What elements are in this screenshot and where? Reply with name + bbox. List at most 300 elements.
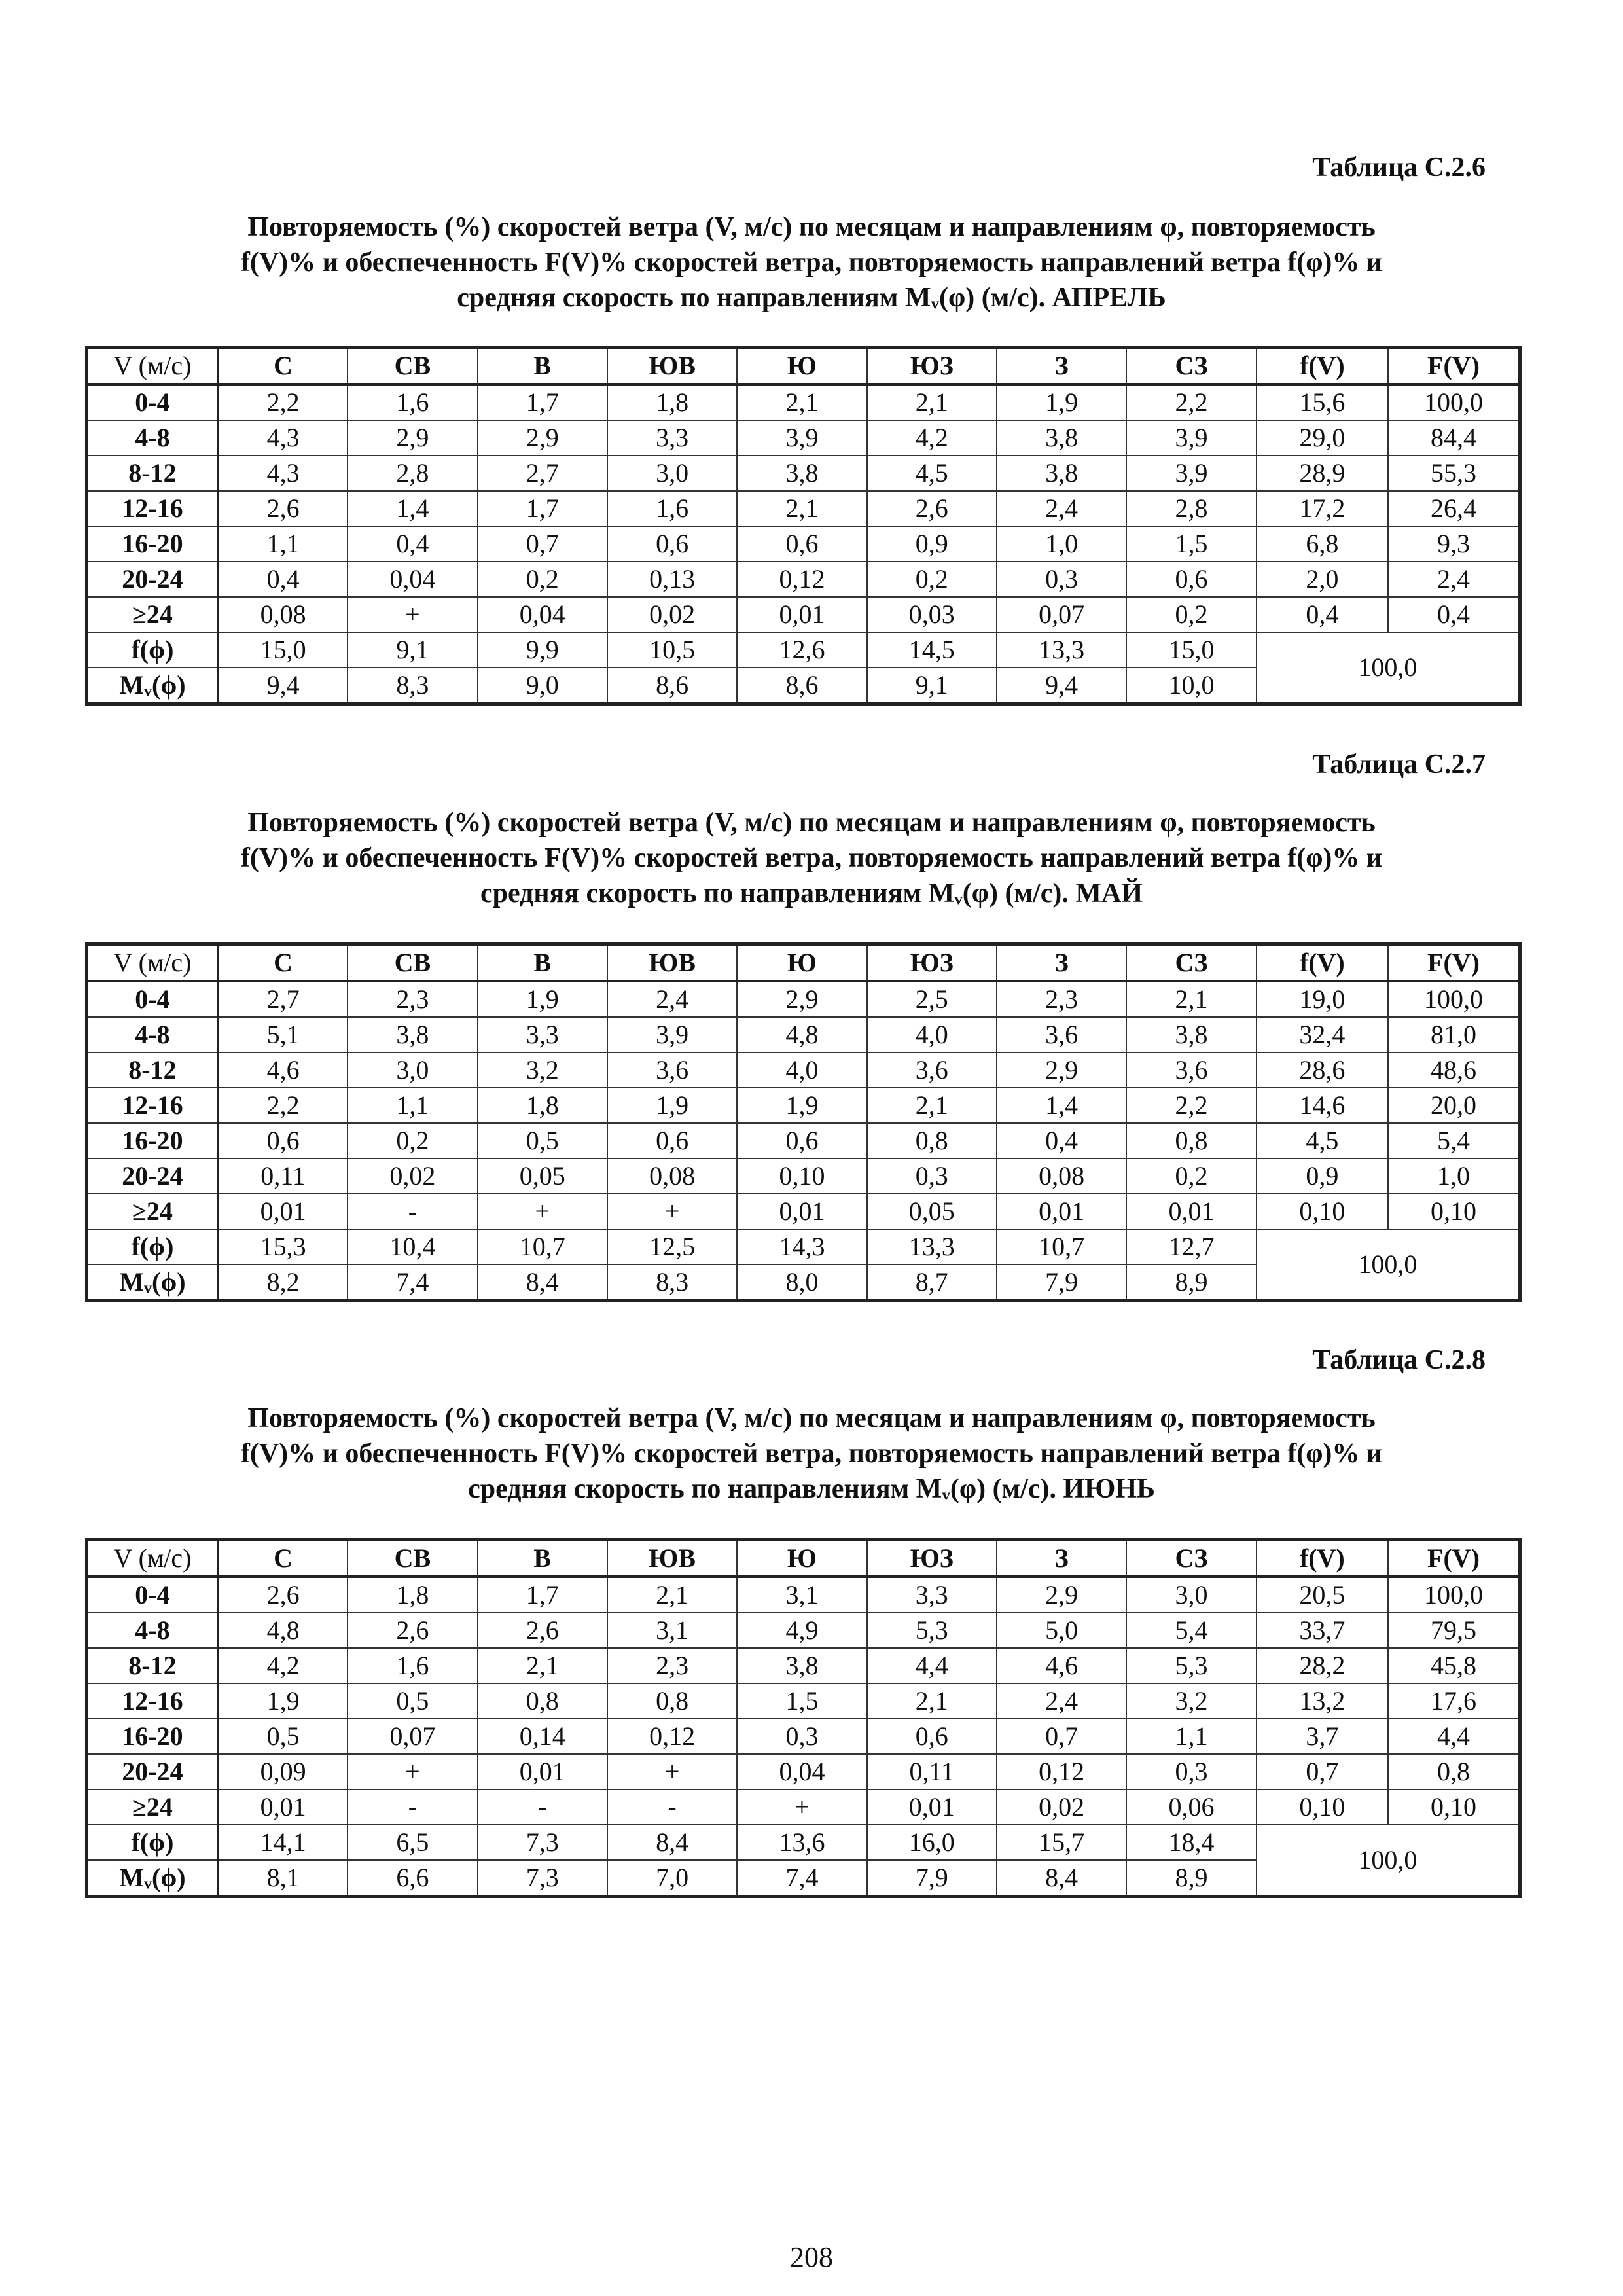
data-cell: 0,03 bbox=[867, 597, 997, 632]
data-cell: 0,4 bbox=[1388, 597, 1520, 632]
data-cell: 2,2 bbox=[218, 1088, 348, 1123]
data-cell: 0,12 bbox=[607, 1719, 737, 1754]
row-label: 16-20 bbox=[87, 526, 218, 562]
table-row bbox=[87, 420, 1520, 456]
data-cell: 0,01 bbox=[737, 1194, 866, 1229]
row-label: 4-8 bbox=[87, 420, 218, 456]
data-cell: 1,9 bbox=[737, 1088, 866, 1123]
header-row bbox=[87, 944, 1520, 982]
data-cell: 2,1 bbox=[867, 1088, 997, 1123]
data-cell: 7,3 bbox=[478, 1860, 607, 1897]
data-cell: 0,04 bbox=[478, 597, 607, 632]
header-cell: Ю bbox=[737, 1540, 866, 1577]
row-label: 16-20 bbox=[87, 1123, 218, 1158]
data-cell: 0,6 bbox=[218, 1123, 348, 1158]
data-cell: 18,4 bbox=[1126, 1825, 1256, 1860]
data-cell: 8,6 bbox=[607, 668, 737, 704]
data-cell: 2,2 bbox=[218, 384, 348, 420]
data-cell: 4,6 bbox=[218, 1052, 348, 1088]
row-label: 4-8 bbox=[87, 1017, 218, 1052]
data-cell: 8,0 bbox=[737, 1265, 866, 1301]
data-cell: 1,9 bbox=[218, 1683, 348, 1719]
header-cell: В bbox=[478, 348, 607, 385]
data-cell: 20,5 bbox=[1257, 1577, 1388, 1613]
data-cell: 15,0 bbox=[1126, 632, 1256, 668]
data-cell: 4,2 bbox=[218, 1648, 348, 1683]
data-cell: 2,9 bbox=[737, 981, 866, 1017]
data-cell: 4,6 bbox=[997, 1648, 1126, 1683]
data-cell: 0,8 bbox=[867, 1123, 997, 1158]
data-cell: 2,8 bbox=[1126, 491, 1256, 526]
data-cell: 4,5 bbox=[1257, 1123, 1388, 1158]
data-cell: 1,6 bbox=[607, 491, 737, 526]
header-cell: ЮЗ bbox=[867, 944, 997, 982]
data-cell: 2,6 bbox=[478, 1613, 607, 1648]
data-cell: 84,4 bbox=[1388, 420, 1520, 456]
data-cell: 28,9 bbox=[1257, 456, 1388, 491]
data-cell: 9,0 bbox=[478, 668, 607, 704]
row-label: 16-20 bbox=[87, 1719, 218, 1754]
data-cell: 100,0 bbox=[1388, 981, 1520, 1017]
data-cell: 2,8 bbox=[348, 456, 477, 491]
data-cell: 0,01 bbox=[478, 1754, 607, 1789]
header-cell: СЗ bbox=[1126, 944, 1256, 982]
data-cell: 6,6 bbox=[348, 1860, 477, 1897]
row-label: f(ϕ) bbox=[87, 1825, 218, 1860]
data-cell: 2,1 bbox=[607, 1577, 737, 1613]
table-row bbox=[87, 1683, 1520, 1719]
table-row bbox=[87, 1123, 1520, 1158]
header-cell: С bbox=[218, 1540, 348, 1577]
header-cell: С bbox=[218, 944, 348, 982]
data-cell: 20,0 bbox=[1388, 1088, 1520, 1123]
data-cell: 1,5 bbox=[737, 1683, 866, 1719]
data-cell: 4,4 bbox=[867, 1648, 997, 1683]
table-row bbox=[87, 1229, 1520, 1265]
data-cell: 0,02 bbox=[997, 1789, 1126, 1825]
data-cell: 8,3 bbox=[607, 1265, 737, 1301]
data-cell: 2,4 bbox=[997, 491, 1126, 526]
data-cell: 0,8 bbox=[607, 1683, 737, 1719]
data-cell: 0,5 bbox=[348, 1683, 477, 1719]
header-cell: F(V) bbox=[1388, 348, 1520, 385]
data-cell: 3,0 bbox=[607, 456, 737, 491]
data-cell: 3,3 bbox=[478, 1017, 607, 1052]
data-cell: 0,12 bbox=[737, 562, 866, 597]
data-cell: 1,9 bbox=[607, 1088, 737, 1123]
data-cell: 3,6 bbox=[607, 1052, 737, 1088]
table-row bbox=[87, 1088, 1520, 1123]
data-cell: 2,9 bbox=[997, 1052, 1126, 1088]
data-cell: 1,8 bbox=[478, 1088, 607, 1123]
table-number: Таблица С.2.6 bbox=[1312, 152, 1486, 183]
data-cell: 2,6 bbox=[218, 1577, 348, 1613]
data-cell: 0,3 bbox=[1126, 1754, 1256, 1789]
data-cell: 2,0 bbox=[1257, 562, 1388, 597]
data-cell: 8,4 bbox=[607, 1825, 737, 1860]
data-cell: 1,8 bbox=[607, 384, 737, 420]
data-cell: 0,01 bbox=[737, 597, 866, 632]
header-cell: СЗ bbox=[1126, 348, 1256, 385]
row-label: 8-12 bbox=[87, 1052, 218, 1088]
row-label: Mᵥ(ϕ) bbox=[87, 1265, 218, 1301]
table-number: Таблица С.2.8 bbox=[1312, 1345, 1486, 1375]
header-row bbox=[87, 1540, 1520, 1577]
data-cell: 0,2 bbox=[348, 1123, 477, 1158]
row-label: 4-8 bbox=[87, 1613, 218, 1648]
data-cell: 7,0 bbox=[607, 1860, 737, 1897]
data-cell: 0,3 bbox=[737, 1719, 866, 1754]
header-cell: ЮЗ bbox=[867, 348, 997, 385]
data-cell: 5,3 bbox=[1126, 1648, 1256, 1683]
header-cell: f(V) bbox=[1257, 944, 1388, 982]
data-cell: + bbox=[737, 1789, 866, 1825]
data-cell: 6,5 bbox=[348, 1825, 477, 1860]
data-cell: 2,1 bbox=[478, 1648, 607, 1683]
data-cell: 3,1 bbox=[607, 1613, 737, 1648]
table-number: Таблица С.2.7 bbox=[1312, 749, 1486, 780]
data-cell: 3,8 bbox=[1126, 1017, 1256, 1052]
caption-line: f(V)% и обеспеченность F(V)% скоростей ветра, повторяемость направлений ветра f(φ)% и bbox=[240, 247, 1383, 278]
data-cell: 5,1 bbox=[218, 1017, 348, 1052]
data-cell: 1,0 bbox=[1388, 1158, 1520, 1194]
data-cell: 0,7 bbox=[1257, 1754, 1388, 1789]
table-row bbox=[87, 1719, 1520, 1754]
data-cell: 2,1 bbox=[1126, 981, 1256, 1017]
data-cell: 0,2 bbox=[867, 562, 997, 597]
data-cell: 2,6 bbox=[867, 491, 997, 526]
data-cell: + bbox=[607, 1194, 737, 1229]
table-row bbox=[87, 597, 1520, 632]
header-cell: З bbox=[997, 1540, 1126, 1577]
data-cell: 0,6 bbox=[1126, 562, 1256, 597]
data-cell: 3,9 bbox=[1126, 420, 1256, 456]
data-cell: 10,0 bbox=[1126, 668, 1256, 704]
data-cell: 7,4 bbox=[348, 1265, 477, 1301]
data-cell: 0,8 bbox=[1126, 1123, 1256, 1158]
data-cell: 3,6 bbox=[867, 1052, 997, 1088]
data-cell: 2,4 bbox=[1388, 562, 1520, 597]
data-cell: 1,1 bbox=[1126, 1719, 1256, 1754]
row-label: 8-12 bbox=[87, 456, 218, 491]
data-cell: 0,08 bbox=[997, 1158, 1126, 1194]
data-cell: 16,0 bbox=[867, 1825, 997, 1860]
data-cell: 5,0 bbox=[997, 1613, 1126, 1648]
data-cell: 0,12 bbox=[997, 1754, 1126, 1789]
data-cell: 3,8 bbox=[348, 1017, 477, 1052]
data-cell: 4,2 bbox=[867, 420, 997, 456]
data-cell: 0,10 bbox=[1388, 1789, 1520, 1825]
header-cell: Ю bbox=[737, 348, 866, 385]
data-cell: 0,4 bbox=[218, 562, 348, 597]
data-cell: 2,7 bbox=[478, 456, 607, 491]
table-row bbox=[87, 562, 1520, 597]
header-cell: Ю bbox=[737, 944, 866, 982]
data-cell: 1,9 bbox=[478, 981, 607, 1017]
data-cell: 2,2 bbox=[1126, 384, 1256, 420]
data-cell: 2,1 bbox=[737, 491, 866, 526]
data-cell: 1,0 bbox=[997, 526, 1126, 562]
row-label: ≥24 bbox=[87, 597, 218, 632]
header-cell: В bbox=[478, 1540, 607, 1577]
header-cell: F(V) bbox=[1388, 1540, 1520, 1577]
data-cell: 100,0 bbox=[1388, 384, 1520, 420]
table-row bbox=[87, 491, 1520, 526]
header-cell: f(V) bbox=[1257, 1540, 1388, 1577]
data-cell: 13,2 bbox=[1257, 1683, 1388, 1719]
data-cell: - bbox=[607, 1789, 737, 1825]
data-cell: 45,8 bbox=[1388, 1648, 1520, 1683]
data-cell: 8,7 bbox=[867, 1265, 997, 1301]
row-label: ≥24 bbox=[87, 1194, 218, 1229]
total-cell: 100,0 bbox=[1257, 632, 1520, 704]
data-cell: 55,3 bbox=[1388, 456, 1520, 491]
data-cell: 0,4 bbox=[348, 526, 477, 562]
data-cell: 0,2 bbox=[1126, 597, 1256, 632]
data-cell: 0,6 bbox=[737, 526, 866, 562]
data-cell: 0,2 bbox=[478, 562, 607, 597]
page-number: 208 bbox=[790, 2241, 833, 2273]
data-cell: 0,14 bbox=[478, 1719, 607, 1754]
data-cell: 4,4 bbox=[1388, 1719, 1520, 1754]
data-cell: 14,3 bbox=[737, 1229, 866, 1265]
header-cell: СЗ bbox=[1126, 1540, 1256, 1577]
data-cell: 0,01 bbox=[867, 1789, 997, 1825]
data-cell: 8,9 bbox=[1126, 1265, 1256, 1301]
data-cell: 0,01 bbox=[1126, 1194, 1256, 1229]
data-cell: 0,8 bbox=[1388, 1754, 1520, 1789]
data-cell: 10,7 bbox=[478, 1229, 607, 1265]
data-cell: 0,10 bbox=[1257, 1194, 1388, 1229]
data-cell: 0,4 bbox=[1257, 597, 1388, 632]
table-caption bbox=[98, 805, 1525, 911]
data-cell: 3,2 bbox=[478, 1052, 607, 1088]
data-cell: 3,8 bbox=[997, 420, 1126, 456]
table-caption bbox=[98, 209, 1525, 315]
row-label: ≥24 bbox=[87, 1789, 218, 1825]
data-cell: 0,01 bbox=[218, 1789, 348, 1825]
data-cell: 1,5 bbox=[1126, 526, 1256, 562]
data-cell: 3,0 bbox=[1126, 1577, 1256, 1613]
data-cell: 19,0 bbox=[1257, 981, 1388, 1017]
table-body bbox=[87, 1577, 1520, 1897]
header-cell: СВ bbox=[348, 348, 477, 385]
table-row bbox=[87, 1158, 1520, 1194]
row-label: 0-4 bbox=[87, 1577, 218, 1613]
data-cell: 0,13 bbox=[607, 562, 737, 597]
row-label: 20-24 bbox=[87, 1754, 218, 1789]
header-cell: ЮВ bbox=[607, 348, 737, 385]
data-cell: 1,6 bbox=[348, 384, 477, 420]
data-cell: 79,5 bbox=[1388, 1613, 1520, 1648]
data-cell: 0,08 bbox=[218, 597, 348, 632]
data-cell: 81,0 bbox=[1388, 1017, 1520, 1052]
data-cell: 1,7 bbox=[478, 491, 607, 526]
data-cell: 7,9 bbox=[997, 1265, 1126, 1301]
data-cell: 5,4 bbox=[1388, 1123, 1520, 1158]
data-cell: 3,1 bbox=[737, 1577, 866, 1613]
data-cell: 10,7 bbox=[997, 1229, 1126, 1265]
data-cell: 1,1 bbox=[348, 1088, 477, 1123]
row-label: 12-16 bbox=[87, 491, 218, 526]
header-cell: СВ bbox=[348, 1540, 477, 1577]
header-cell: F(V) bbox=[1388, 944, 1520, 982]
data-cell: 13,3 bbox=[867, 1229, 997, 1265]
caption-line: средняя скорость по направлениям Mᵥ(φ) (м/с). МАЙ bbox=[480, 878, 1143, 908]
row-label: 12-16 bbox=[87, 1088, 218, 1123]
data-cell: 0,10 bbox=[737, 1158, 866, 1194]
data-cell: 1,4 bbox=[997, 1088, 1126, 1123]
header-speed: V (м/с) bbox=[87, 944, 218, 982]
data-cell: 13,3 bbox=[997, 632, 1126, 668]
caption-line: Повторяемость (%) скоростей ветра (V, м/с) по месяцам и направлениям φ, повторяемость bbox=[247, 808, 1376, 838]
data-cell: 2,1 bbox=[867, 384, 997, 420]
data-cell: + bbox=[348, 1754, 477, 1789]
data-cell: 4,5 bbox=[867, 456, 997, 491]
data-cell: 3,6 bbox=[997, 1017, 1126, 1052]
data-cell: 2,4 bbox=[997, 1683, 1126, 1719]
data-cell: 0,6 bbox=[867, 1719, 997, 1754]
table-body bbox=[87, 981, 1520, 1301]
data-cell: 0,7 bbox=[997, 1719, 1126, 1754]
data-cell: - bbox=[478, 1789, 607, 1825]
data-cell: 4,8 bbox=[737, 1017, 866, 1052]
data-cell: 2,3 bbox=[607, 1648, 737, 1683]
data-cell: 3,9 bbox=[737, 420, 866, 456]
data-cell: 2,4 bbox=[607, 981, 737, 1017]
data-cell: 1,1 bbox=[218, 526, 348, 562]
wind-table bbox=[85, 346, 1522, 706]
table-row bbox=[87, 456, 1520, 491]
data-cell: 7,9 bbox=[867, 1860, 997, 1897]
data-cell: 15,6 bbox=[1257, 384, 1388, 420]
data-cell: 0,9 bbox=[1257, 1158, 1388, 1194]
data-cell: 14,5 bbox=[867, 632, 997, 668]
table-row bbox=[87, 1194, 1520, 1229]
data-cell: 3,8 bbox=[737, 456, 866, 491]
header-cell: З bbox=[997, 944, 1126, 982]
data-cell: 1,7 bbox=[478, 384, 607, 420]
header-cell: f(V) bbox=[1257, 348, 1388, 385]
data-cell: 32,4 bbox=[1257, 1017, 1388, 1052]
data-cell: 0,3 bbox=[867, 1158, 997, 1194]
data-cell: 17,2 bbox=[1257, 491, 1388, 526]
data-cell: 4,3 bbox=[218, 420, 348, 456]
data-cell: 0,7 bbox=[478, 526, 607, 562]
data-cell: 2,9 bbox=[478, 420, 607, 456]
data-cell: 28,6 bbox=[1257, 1052, 1388, 1088]
data-cell: 2,3 bbox=[348, 981, 477, 1017]
data-cell: 0,09 bbox=[218, 1754, 348, 1789]
caption-line: f(V)% и обеспеченность F(V)% скоростей ветра, повторяемость направлений ветра f(φ)% и bbox=[240, 843, 1383, 873]
data-cell: - bbox=[348, 1194, 477, 1229]
data-cell: 9,1 bbox=[348, 632, 477, 668]
header-cell: ЮВ bbox=[607, 944, 737, 982]
table-row bbox=[87, 1789, 1520, 1825]
row-label: f(ϕ) bbox=[87, 632, 218, 668]
data-cell: 2,6 bbox=[348, 1613, 477, 1648]
data-cell: 3,9 bbox=[1126, 456, 1256, 491]
table-row bbox=[87, 1825, 1520, 1860]
data-cell: 12,6 bbox=[737, 632, 866, 668]
data-cell: 3,3 bbox=[867, 1577, 997, 1613]
table-row bbox=[87, 1754, 1520, 1789]
table-row bbox=[87, 1613, 1520, 1648]
data-cell: 15,0 bbox=[218, 632, 348, 668]
data-cell: 8,1 bbox=[218, 1860, 348, 1897]
data-cell: 33,7 bbox=[1257, 1613, 1388, 1648]
data-cell: 0,10 bbox=[1388, 1194, 1520, 1229]
data-cell: 28,2 bbox=[1257, 1648, 1388, 1683]
data-cell: 0,9 bbox=[867, 526, 997, 562]
table-row bbox=[87, 1577, 1520, 1613]
data-cell: 1,4 bbox=[348, 491, 477, 526]
data-cell: 15,3 bbox=[218, 1229, 348, 1265]
table-caption bbox=[98, 1401, 1525, 1507]
total-cell: 100,0 bbox=[1257, 1229, 1520, 1301]
data-cell: 0,04 bbox=[348, 562, 477, 597]
data-cell: 0,02 bbox=[348, 1158, 477, 1194]
data-cell: 15,7 bbox=[997, 1825, 1126, 1860]
data-cell: 3,2 bbox=[1126, 1683, 1256, 1719]
data-cell: 0,4 bbox=[997, 1123, 1126, 1158]
data-cell: 8,9 bbox=[1126, 1860, 1256, 1897]
data-cell: 0,3 bbox=[997, 562, 1126, 597]
data-cell: 2,5 bbox=[867, 981, 997, 1017]
data-cell: 10,4 bbox=[348, 1229, 477, 1265]
data-cell: 10,5 bbox=[607, 632, 737, 668]
data-cell: 0,05 bbox=[867, 1194, 997, 1229]
header-cell: СВ bbox=[348, 944, 477, 982]
data-cell: 3,6 bbox=[1126, 1052, 1256, 1088]
data-cell: 2,1 bbox=[737, 384, 866, 420]
data-cell: 26,4 bbox=[1388, 491, 1520, 526]
row-label: Mᵥ(ϕ) bbox=[87, 1860, 218, 1897]
row-label: 0-4 bbox=[87, 981, 218, 1017]
data-cell: 3,3 bbox=[607, 420, 737, 456]
row-label: Mᵥ(ϕ) bbox=[87, 668, 218, 704]
data-cell: 7,4 bbox=[737, 1860, 866, 1897]
data-cell: 12,5 bbox=[607, 1229, 737, 1265]
data-cell: 4,9 bbox=[737, 1613, 866, 1648]
caption-line: f(V)% и обеспеченность F(V)% скоростей ветра, повторяемость направлений ветра f(φ)% и bbox=[240, 1439, 1383, 1469]
data-cell: + bbox=[607, 1754, 737, 1789]
data-cell: 6,8 bbox=[1257, 526, 1388, 562]
data-cell: 2,2 bbox=[1126, 1088, 1256, 1123]
data-cell: 2,7 bbox=[218, 981, 348, 1017]
data-cell: 12,7 bbox=[1126, 1229, 1256, 1265]
caption-line: Повторяемость (%) скоростей ветра (V, м/с) по месяцам и направлениям φ, повторяемость bbox=[247, 212, 1376, 242]
data-cell: 0,6 bbox=[607, 526, 737, 562]
data-cell: 3,7 bbox=[1257, 1719, 1388, 1754]
data-cell: 0,01 bbox=[997, 1194, 1126, 1229]
data-cell: 8,4 bbox=[478, 1265, 607, 1301]
wind-table bbox=[85, 1538, 1522, 1898]
data-cell: 5,4 bbox=[1126, 1613, 1256, 1648]
table-row bbox=[87, 981, 1520, 1017]
header-speed: V (м/с) bbox=[87, 348, 218, 385]
data-cell: + bbox=[478, 1194, 607, 1229]
data-cell: 0,10 bbox=[1257, 1789, 1388, 1825]
data-cell: 13,6 bbox=[737, 1825, 866, 1860]
total-cell: 100,0 bbox=[1257, 1825, 1520, 1897]
data-cell: 2,6 bbox=[218, 491, 348, 526]
data-cell: 0,08 bbox=[607, 1158, 737, 1194]
table-row bbox=[87, 1017, 1520, 1052]
data-cell: 0,06 bbox=[1126, 1789, 1256, 1825]
data-cell: 0,07 bbox=[348, 1719, 477, 1754]
data-cell: 17,6 bbox=[1388, 1683, 1520, 1719]
